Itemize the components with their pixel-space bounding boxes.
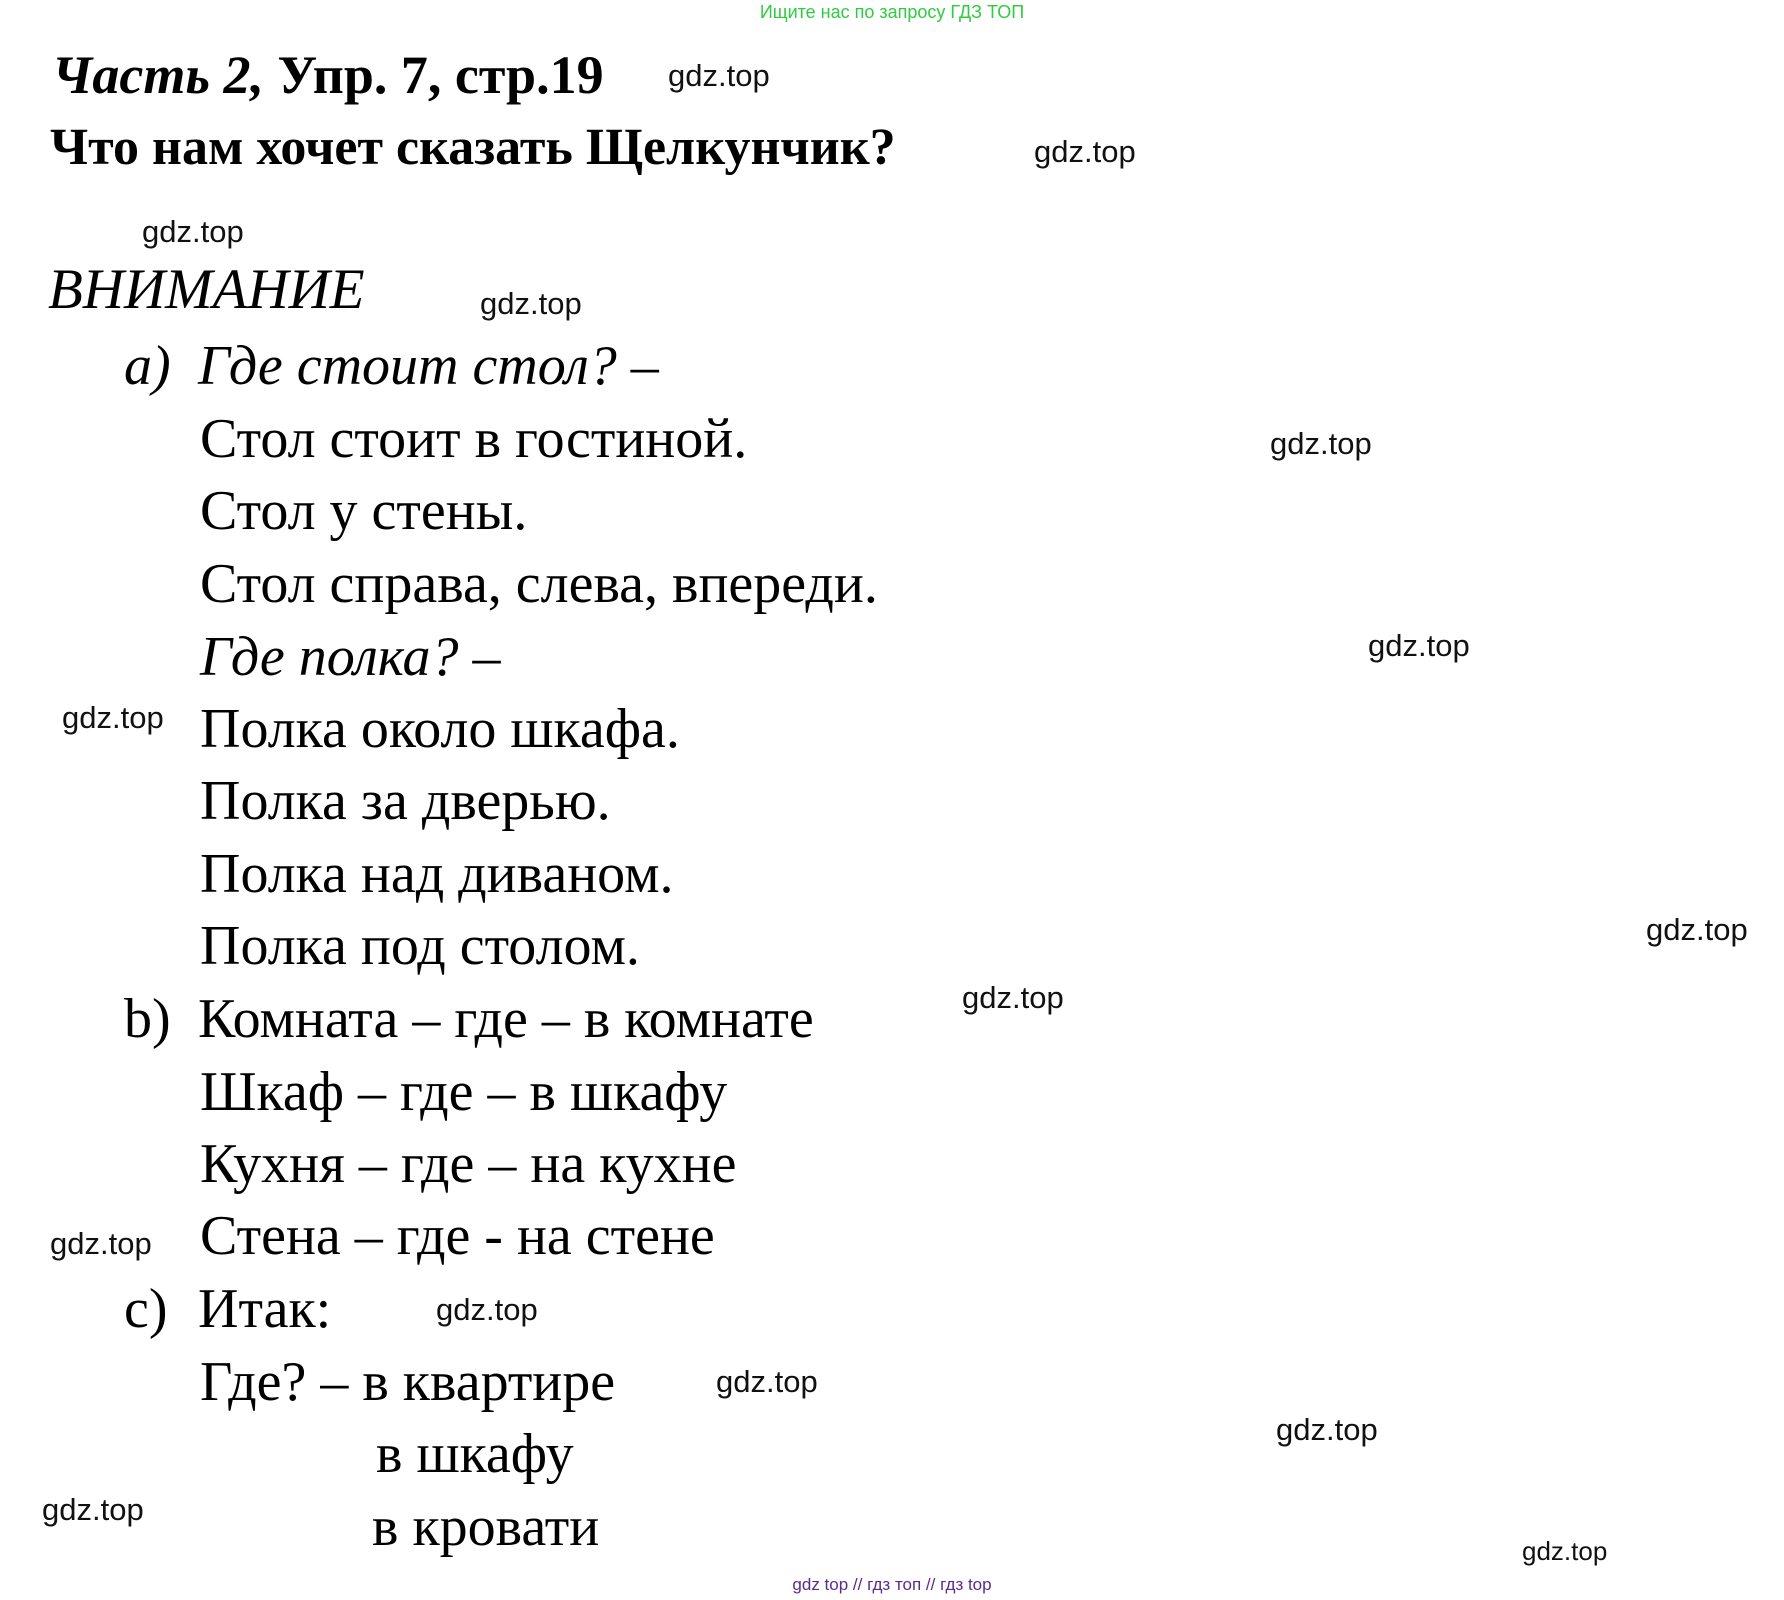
section-c-intro: Итак: (198, 1278, 332, 1340)
watermark: gdz.top (1522, 1536, 1608, 1566)
section-b-line-1: Комната – где – в комнате (198, 988, 814, 1050)
section-a-question-1: Где стоит стол? – (198, 335, 659, 397)
attention-heading: ВНИМАНИЕ (48, 258, 365, 321)
section-a-answer-5: Полка за дверью. (200, 770, 611, 832)
watermark: gdz.top (1270, 426, 1372, 461)
watermark: gdz.top (1646, 912, 1748, 947)
watermark: gdz.top (1276, 1412, 1378, 1447)
section-c-marker: c) (124, 1278, 168, 1340)
section-a-answer-6: Полка над диваном. (200, 843, 674, 905)
section-b-line-2: Шкаф – где – в шкафу (200, 1061, 728, 1123)
section-a-question-2: Где полка? – (200, 626, 501, 688)
section-b-line-4: Стена – где - на стене (200, 1205, 715, 1267)
watermark: gdz.top (42, 1492, 144, 1527)
watermark: gdz.top (480, 286, 582, 321)
watermark: gdz.top (1034, 134, 1136, 169)
watermark: gdz.top (668, 58, 770, 93)
section-a-answer-2: Стол у стены. (200, 480, 528, 542)
page-title (52, 44, 604, 106)
watermark: gdz.top (436, 1292, 538, 1327)
section-b-line-3: Кухня – где – на кухне (200, 1133, 737, 1195)
top-banner: Ищите нас по запросу ГДЗ ТОП (759, 2, 1025, 22)
section-a-marker: a) (124, 335, 171, 397)
watermark: gdz.top (716, 1364, 818, 1399)
section-b-marker: b) (124, 988, 171, 1050)
watermark: gdz.top (1368, 628, 1470, 663)
footer-watermark: gdz top // гдз топ // гдз top (792, 1575, 992, 1594)
watermark: gdz.top (962, 980, 1064, 1015)
title-part: Часть 2, (52, 45, 265, 105)
section-a-answer-3: Стол справа, слева, впереди. (200, 553, 878, 615)
section-c-line-2: в шкафу (376, 1423, 574, 1485)
watermark: gdz.top (50, 1226, 152, 1261)
section-c-line-1: Где? – в квартире (200, 1351, 616, 1413)
section-a-answer-1: Стол стоит в гостиной. (200, 408, 748, 470)
section-a-answer-4: Полка около шкафа. (200, 698, 680, 760)
page-subtitle: Что нам хочет сказать Щелкунчик? (50, 119, 896, 176)
section-c-line-3: в кровати (372, 1496, 600, 1558)
watermark: gdz.top (142, 214, 244, 249)
section-a-answer-7: Полка под столом. (200, 915, 640, 977)
watermark: gdz.top (62, 700, 164, 735)
title-exercise: Упр. 7, стр.19 (264, 45, 604, 105)
